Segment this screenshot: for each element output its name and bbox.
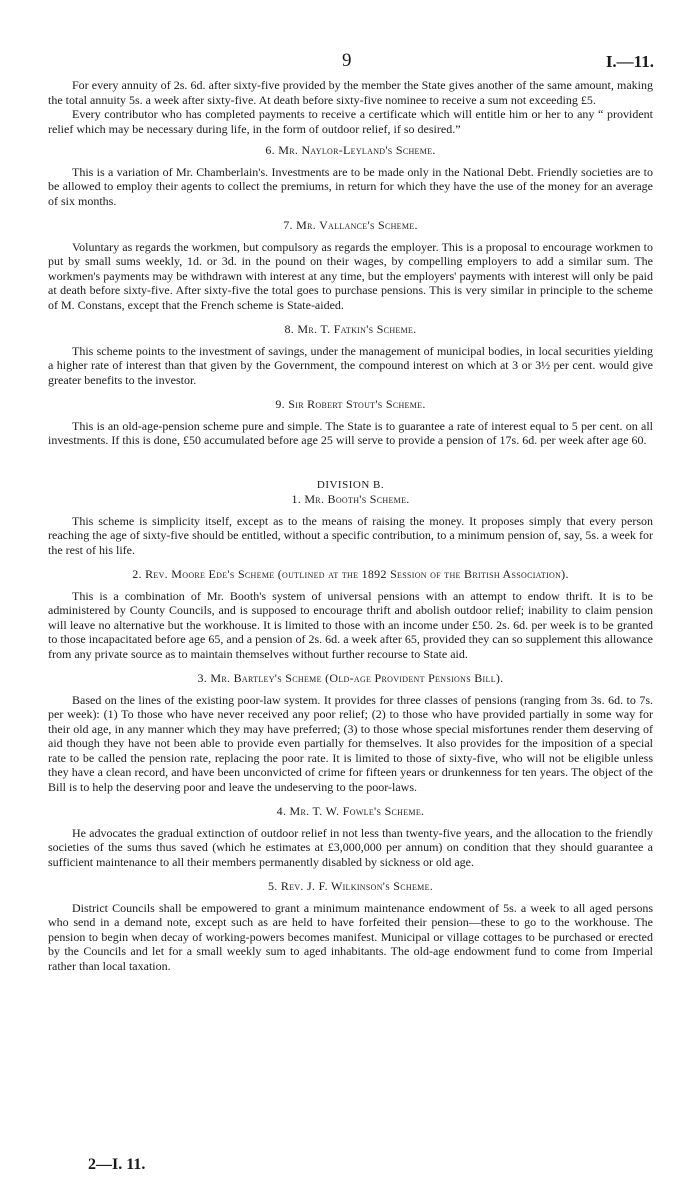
b-text-1: This scheme is simplicity itself, except as to the means of raising the money. It proposes simply that every person reaching the age of sixty-five should be entitled, without a specific contribution, to a minimum pension of, say, 5s. a week for the rest of his life. <box>48 513 653 557</box>
intro-paragraph-1: For every annuity of 2s. 6d. after sixty-five provided by the member the State gives another of the same amount, making the total annuity 5s. a week after sixty-five. At death before sixty-five nominee to receive a sum not exceeding £5. <box>48 78 653 107</box>
page-reference: I.—11. <box>605 52 654 71</box>
b-text-5: District Councils shall be empowered to grant a minimum maintenance endowment of 5s. a week to all aged persons who send in a demand note, except such as are held to have forfeited their pension—these to go to the workhouse. The pension to begin when decay of working-powers becomes manifest. Municipal or village cottages to be purchased or erected by the Councils and let for a small weekly sum to aged inhabitants. The old-age endowment fund to come from Imperial rather than local taxation. <box>48 900 653 973</box>
b-text-3: Based on the lines of the existing poor-law system. It provides for three classes of pensions (ranging from 3s. 6d. to 7s. per week): (1) To those who have never received any poor relief; (2) to those who have provided partially in some way for their old age, in any manner which they may have preferred; (3) to those whose special misfortunes render them deserving of aid though they have not been able to provide even partially for themselves. It also provides for the imposition of a special rate to be called the pension rate, replacing the poor rate. It is limited to those of sixty-five, who will not be eligible unless they have a clean record, and have been unconvicted of crime for fifteen years or drunkenness for ten years. The object of the Bill is to help the deserving poor and leave the undeserving to the poor-laws. <box>48 692 653 794</box>
document-body <box>48 78 653 973</box>
b-heading-2: 2. Rev. Moore Ede's Scheme (outlined at the 1892 Session of the British Association). <box>132 567 569 581</box>
section-text-8: This scheme points to the investment of savings, under the management of municipal bodies, in local securities yielding a higher rate of interest than that given by the Government, the compound interest on which at 3 or 3½ per cent. would give greater benefits to the investor. <box>48 343 653 387</box>
section-heading-7: 7. Mr. Vallance's Scheme. <box>283 218 418 232</box>
b-text-4: He advocates the gradual extinction of outdoor relief in not less than twenty-five years, and the allocation to the friendly societies of the sums thus saved (which he estimates at £3,000,000 per annum) on condition that they should guarantee a sufficient maintenance to all their members permanently disabled by sickness or old age. <box>48 825 653 869</box>
section-heading-6: 6. Mr. Naylor-Leyland's Scheme. <box>265 143 436 157</box>
intro-paragraph-2: Every contributor who has completed payments to receive a certificate which will entitle him or her to any “ provident relief which may be necessary during life, in the form of outdoor relief, if so desired.” <box>48 107 653 136</box>
b-text-2: This is a combination of Mr. Booth's system of universal pensions with an attempt to endow thrift. It is to be administered by County Councils, and is supposed to encourage thrift and abolish outdoor relief; inability to claim pension will leave no alternative but the workhouse. It is limited to those with an income under £50. 2s. 6d. per week is to be granted to those incapacitated before age 65, and a pension of 2s. 6d. a week after 65, provided they can so supplement this allowance from any private source as to maintain themselves without further recourse to State aid. <box>48 588 653 661</box>
b-heading-4: 4. Mr. T. W. Fowle's Scheme. <box>276 804 425 818</box>
section-heading-8: 8. Mr. T. Fatkin's Scheme. <box>284 322 417 336</box>
b-heading-1: 1. Mr. Booth's Scheme. <box>291 492 410 506</box>
signature-mark: 2—I. 11. <box>88 1156 146 1173</box>
page-number: 9 <box>342 50 352 71</box>
section-text-7: Voluntary as regards the workmen, but compulsory as regards the employer. This is a proposal to encourage workmen to put by small sums weekly, 1d. or 3d. in the pound on their wages, by compelling employers to add a similar sum. The workmen's payments may be withdrawn with interest at any time, but the employers' payments with interest will only be paid at death before sixty-five. After sixty-five the total goes to purchase pensions. This is very similar in principle to the scheme of M. Constans, except that the French scheme is State-aided. <box>48 239 653 312</box>
b-heading-3: 3. Mr. Bartley's Scheme (Old-age Provident Pensions Bill). <box>197 671 504 685</box>
b-heading-5: 5. Rev. J. F. Wilkinson's Scheme. <box>267 879 434 893</box>
section-text-6: This is a variation of Mr. Chamberlain's. Investments are to be made only in the National Debt. Friendly societies are to be allowed to employ their agents to collect the premiums, in return for which they have the use of the money for an average of six months. <box>48 164 653 208</box>
section-text-9: This is an old-age-pension scheme pure and simple. The State is to guarantee a rate of interest equal to 5 per cent. on all investments. If this is done, £50 accumulated before age 25 will serve to provide a pension of 17s. 6d. per week after age 60. <box>48 418 653 447</box>
section-heading-9: 9. Sir Robert Stout's Scheme. <box>275 397 426 411</box>
division-b-title: DIVISION B. <box>316 478 385 491</box>
